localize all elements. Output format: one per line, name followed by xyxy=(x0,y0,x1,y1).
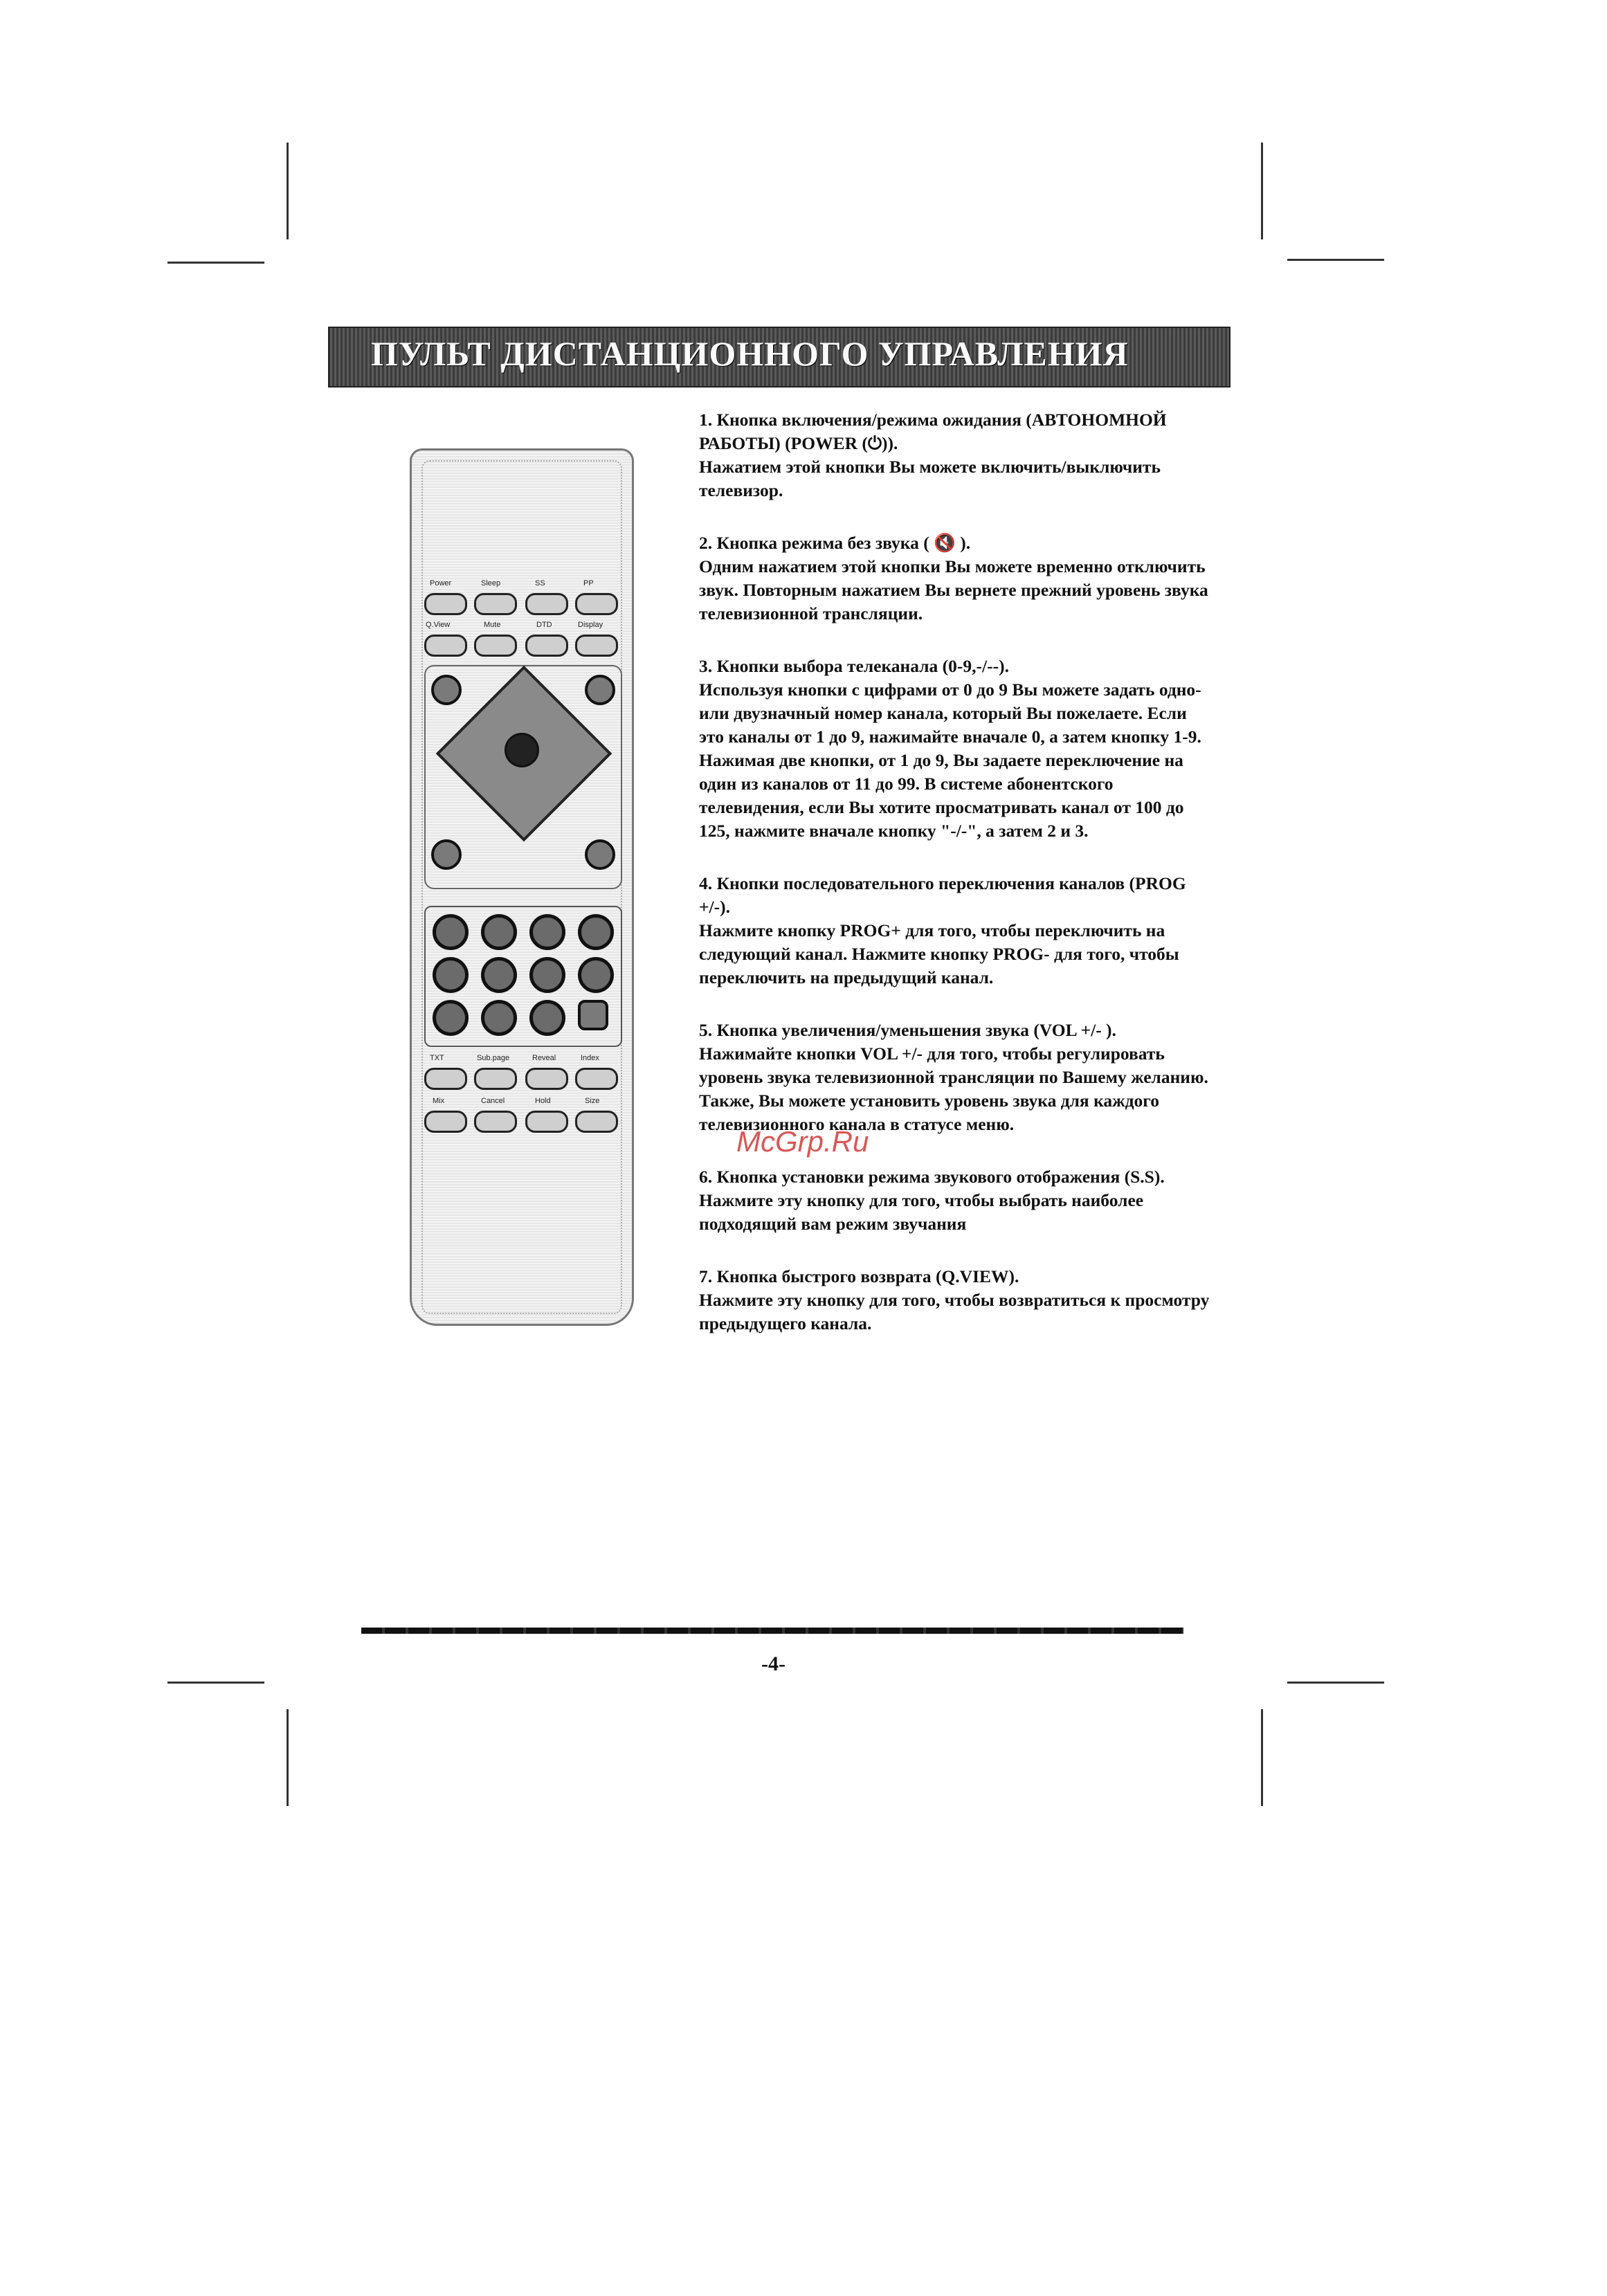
dtd-button xyxy=(525,635,568,657)
item-heading: 7. Кнопка быстрого возврата (Q.VIEW). xyxy=(699,1266,1019,1286)
remote-label: Sleep xyxy=(481,579,501,587)
number-key xyxy=(481,957,517,993)
item-body: Нажатием этой кнопки Вы можете включить/выключить телевизор. xyxy=(699,457,1161,500)
remote-label: TXT xyxy=(430,1054,444,1062)
corner-button xyxy=(431,675,462,705)
item-body: Нажмите эту кнопку для того, чтобы возвратиться к просмотру предыдущего канала. xyxy=(699,1290,1210,1333)
number-key xyxy=(578,914,614,950)
item-heading: 4. Кнопки последовательного переключения каналов (PROG +/-). xyxy=(699,873,1186,917)
size-button xyxy=(575,1111,618,1133)
remote-label: Cancel xyxy=(481,1097,505,1105)
remote-label: Sub.page xyxy=(477,1054,510,1062)
section-banner xyxy=(328,327,1231,388)
description-item xyxy=(699,408,1211,502)
item-body: Используя кнопки с цифрами от 0 до 9 Вы можете задать одно- или двузначный номер канала, который Вы пожелаете. Если это каналы от 1 до 9, нажимайте вначале 0, а затем кнопку 1-9. Нажимая две кнопки, от 1 до 9, Вы задаете переключение на один из каналов от 11 до 99. В системе абонентского телевидения, если Вы хотите просматривать канал от 100 до 125, нажмите вначале кнопку "-/-", а затем 2 и 3. xyxy=(699,680,1201,841)
item-body: Нажмите эту кнопку для того, чтобы выбрать наиболее подходящий вам режим звучания xyxy=(699,1190,1144,1234)
remote-label: Mix xyxy=(433,1097,445,1105)
menu-ok-button xyxy=(505,733,539,767)
remote-label: PP xyxy=(583,579,594,587)
item-heading: 1. Кнопка включения/режима ожидания (АВТОНОМНОЙ РАБОТЫ) (POWER (⏻)). xyxy=(699,410,1167,453)
remote-label: Size xyxy=(585,1097,600,1105)
corner-button xyxy=(431,839,462,870)
number-key xyxy=(433,1000,469,1036)
item-heading: 6. Кнопка установки режима звукового отображения (S.S). xyxy=(699,1167,1165,1187)
corner-button xyxy=(585,675,615,705)
cancel-button xyxy=(474,1111,517,1133)
remote-label: Mute xyxy=(484,621,501,629)
item-heading: 3. Кнопки выбора телеканала (0-9,-/--). xyxy=(699,656,1009,676)
number-key xyxy=(481,1000,517,1036)
display-button xyxy=(575,635,618,657)
hold-button xyxy=(525,1111,568,1133)
dash-key xyxy=(578,1000,608,1030)
description-item xyxy=(699,531,1211,626)
crop-mark xyxy=(1261,1709,1263,1806)
number-key xyxy=(529,1000,565,1036)
number-key xyxy=(433,914,469,950)
txt-button xyxy=(424,1068,467,1090)
power-button xyxy=(424,593,467,615)
remote-control-illustration xyxy=(410,448,634,1326)
crop-mark xyxy=(287,1709,289,1806)
crop-mark xyxy=(1287,259,1384,261)
numeric-keypad xyxy=(424,906,622,1047)
crop-mark xyxy=(287,143,289,239)
sleep-button xyxy=(474,593,517,615)
remote-label: Hold xyxy=(535,1097,551,1105)
number-key xyxy=(529,957,565,993)
navigation-pad xyxy=(424,665,622,889)
remote-label: Reveal xyxy=(532,1054,556,1062)
index-button xyxy=(575,1068,618,1090)
subpage-button xyxy=(474,1068,517,1090)
description-item xyxy=(699,872,1211,990)
pp-button xyxy=(575,593,618,615)
crop-mark xyxy=(1287,1682,1384,1684)
number-key xyxy=(481,914,517,950)
ss-button xyxy=(525,593,568,615)
crop-mark xyxy=(167,1682,264,1684)
footer-rule xyxy=(361,1628,1183,1634)
item-heading: 2. Кнопка режима без звука ( 🔇 ). xyxy=(699,533,971,553)
number-key xyxy=(578,957,614,993)
description-item xyxy=(699,655,1211,843)
item-body: Нажимайте кнопки VOL +/- для того, чтобы регулировать уровень звука телевизионной трансляции по Вашему желанию. Также, Вы можете установить уровень звука для каждого телевизионного канала в статусе меню. xyxy=(699,1044,1208,1134)
remote-label: Q.View xyxy=(426,621,451,629)
qview-button xyxy=(424,635,467,657)
remote-label: Power xyxy=(430,579,452,587)
watermark: McGrp.Ru xyxy=(736,1125,869,1158)
remote-label: DTD xyxy=(536,621,552,629)
description-column xyxy=(699,408,1211,1365)
number-key xyxy=(433,957,469,993)
description-item xyxy=(699,1019,1211,1136)
section-title: ПУЛЬТ ДИСТАНЦИОННОГО УПРАВЛЕНИЯ xyxy=(371,334,1129,373)
item-heading: 5. Кнопка увеличения/уменьшения звука (VOL +/- ). xyxy=(699,1020,1116,1040)
crop-mark xyxy=(1261,143,1263,239)
mute-button xyxy=(474,635,517,657)
remote-label: SS xyxy=(535,579,545,587)
number-key xyxy=(529,914,565,950)
description-item xyxy=(699,1165,1211,1236)
crop-mark xyxy=(167,262,264,264)
item-body: Нажмите кнопку PROG+ для того, чтобы переключить на следующий канал. Нажмите кнопку PROG- для того, чтобы переключить на предыдущий канал. xyxy=(699,920,1179,987)
reveal-button xyxy=(525,1068,568,1090)
corner-button xyxy=(585,839,615,870)
remote-label: Display xyxy=(578,621,603,629)
description-item xyxy=(699,1265,1211,1336)
page-number: -4- xyxy=(761,1652,786,1675)
remote-label: Index xyxy=(581,1054,599,1062)
item-body: Одним нажатием этой кнопки Вы можете временно отключить звук. Повторным нажатием Вы вернете прежний уровень звука телевизионной трансляции. xyxy=(699,556,1208,623)
mix-button xyxy=(424,1111,467,1133)
